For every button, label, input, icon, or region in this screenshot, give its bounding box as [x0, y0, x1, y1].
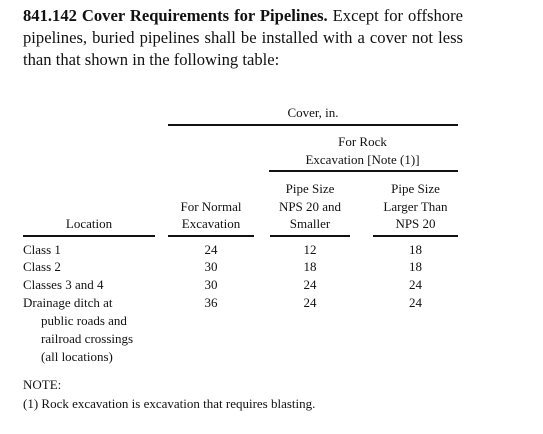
cover-header: Cover, in.: [287, 105, 339, 120]
large-rule: [373, 235, 458, 237]
table-row-location-cont: (all locations): [41, 349, 113, 364]
table-row-normal: 30: [204, 277, 218, 292]
section-heading: 841.142 Cover Requirements for Pipelines.: [23, 6, 328, 25]
note-text: (1) Rock excavation is excavation that requires blasting.: [23, 396, 316, 411]
col-large-line3: NPS 20: [395, 216, 436, 231]
col-large-line1: Pipe Size: [391, 181, 440, 196]
table-row-location: Class 1: [23, 242, 61, 257]
rock-header-line1: For Rock: [338, 134, 387, 149]
intro-paragraph: [23, 5, 463, 71]
small-rule: [270, 235, 350, 237]
col-small-line1: Pipe Size: [285, 181, 335, 196]
table-row-large: 24: [409, 277, 422, 292]
col-large-line2: Larger Than: [383, 199, 448, 214]
table-row-location: Classes 3 and 4: [23, 277, 104, 292]
section-body: Except for offshore pipelines, buried pipelines shall be installed with a cover not less than that shown in the following table:: [23, 6, 463, 69]
col-location: Location: [65, 216, 113, 231]
table-row-location: Drainage ditch at: [23, 295, 113, 310]
location-rule: [23, 235, 155, 237]
normal-rule: [168, 235, 254, 237]
table-row-large: 18: [409, 259, 422, 274]
col-small-line3: Smaller: [289, 216, 331, 231]
note-label: NOTE:: [23, 377, 62, 392]
table-row-small: 24: [303, 277, 317, 292]
rock-header-line2: Excavation [Note (1)]: [305, 152, 420, 167]
table-row-location: Class 2: [23, 259, 61, 274]
table-row-large: 18: [409, 242, 422, 257]
col-normal-line1: For Normal: [180, 199, 242, 214]
table-row-normal: 30: [204, 259, 218, 274]
cover-rule: [168, 124, 458, 126]
col-small-line2: NPS 20 and: [278, 199, 342, 214]
table-row-small: 24: [303, 295, 317, 310]
col-normal-line2: Excavation: [181, 216, 241, 231]
table-row-normal: 24: [204, 242, 218, 257]
table-row-small: 18: [303, 259, 317, 274]
table-row-location-cont: public roads and: [41, 313, 127, 328]
table-row-location-cont: railroad crossings: [41, 331, 134, 346]
table-row-small: 12: [303, 242, 317, 257]
table-row-large: 24: [409, 295, 422, 310]
table-row-normal: 36: [204, 295, 218, 310]
rock-rule: [269, 170, 458, 172]
